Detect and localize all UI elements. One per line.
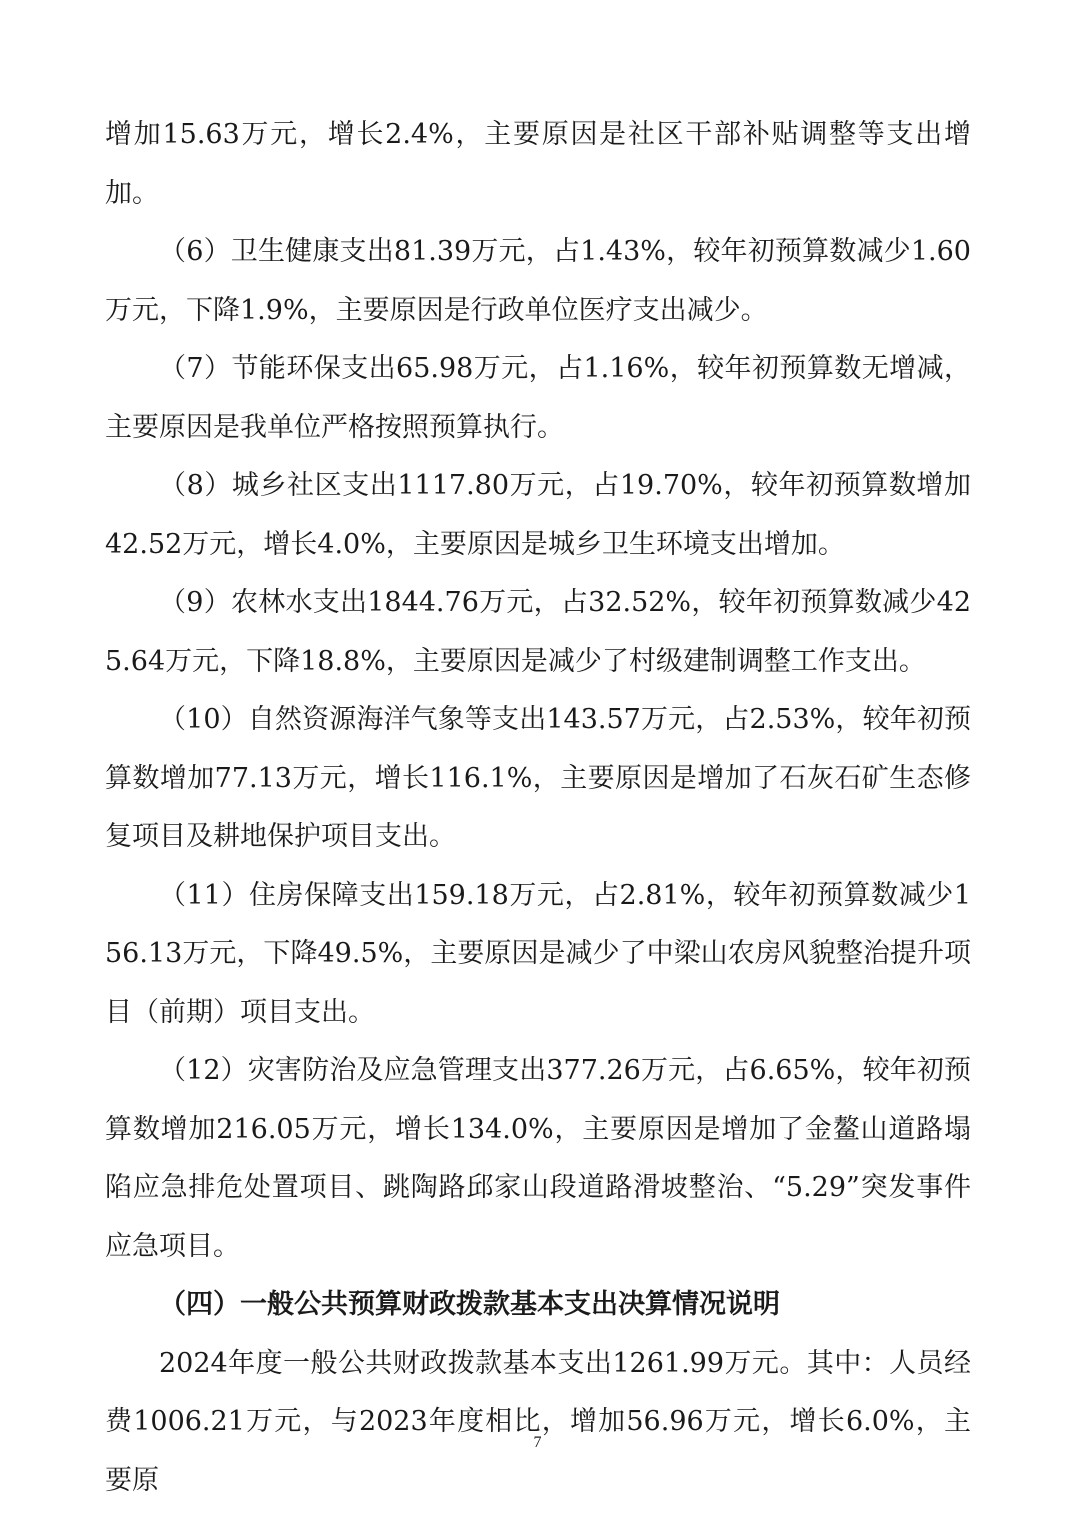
- paragraph-urban-rural-community-expenditure: （8）城乡社区支出1117.80万元，占19.70%，较年初预算数增加42.52万元，增长4.0%，主要原因是城乡卫生环境支出增加。: [105, 470, 971, 560]
- paragraph-energy-environment-expenditure: （7）节能环保支出65.98万元，占1.16%，较年初预算数无增减，主要原因是我单位严格按照预算执行。: [105, 353, 971, 443]
- page-body: [105, 106, 971, 1510]
- paragraph-agriculture-forestry-water-expenditure: （9）农林水支出1844.76万元，占32.52%，较年初预算数减少425.64万元，下降18.8%，主要原因是减少了村级建制调整工作支出。: [105, 587, 971, 677]
- paragraph-continuation: 增加15.63万元，增长2.4%，主要原因是社区干部补贴调整等支出增加。: [105, 119, 971, 209]
- paragraph-housing-security-expenditure: （11）住房保障支出159.18万元，占2.81%，较年初预算数减少156.13万元，下降49.5%，主要原因是减少了中梁山农房风貌整治提升项目（前期）项目支出。: [105, 879, 971, 1028]
- page-number: 7: [533, 1434, 542, 1451]
- paragraph-health-expenditure: （6）卫生健康支出81.39万元，占1.43%，较年初预算数减少1.60万元，下降1.9%，主要原因是行政单位医疗支出减少。: [105, 236, 971, 326]
- paragraph-basic-expenditure-summary: 2024年度一般公共财政拨款基本支出1261.99万元。其中：人员经费1006.21万元，与2023年度相比，增加56.96万元，增长6.0%，主要原: [105, 1347, 971, 1496]
- section-heading: （四）一般公共预算财政拨款基本支出决算情况说明: [159, 1289, 780, 1320]
- paragraph-natural-resources-expenditure: （10）自然资源海洋气象等支出143.57万元，占2.53%，较年初预算数增加77.13万元，增长116.1%，主要原因是增加了石灰石矿生态修复项目及耕地保护项目支出。: [105, 704, 971, 852]
- paragraph-disaster-prevention-expenditure: （12）灾害防治及应急管理支出377.26万元，占6.65%，较年初预算数增加216.05万元，增长134.0%，主要原因是增加了金鳌山道路塌陷应急排危处置项目、跳陶路邱家山段道路滑坡整治、“5.29”突发事件应急项目。: [105, 1055, 971, 1262]
